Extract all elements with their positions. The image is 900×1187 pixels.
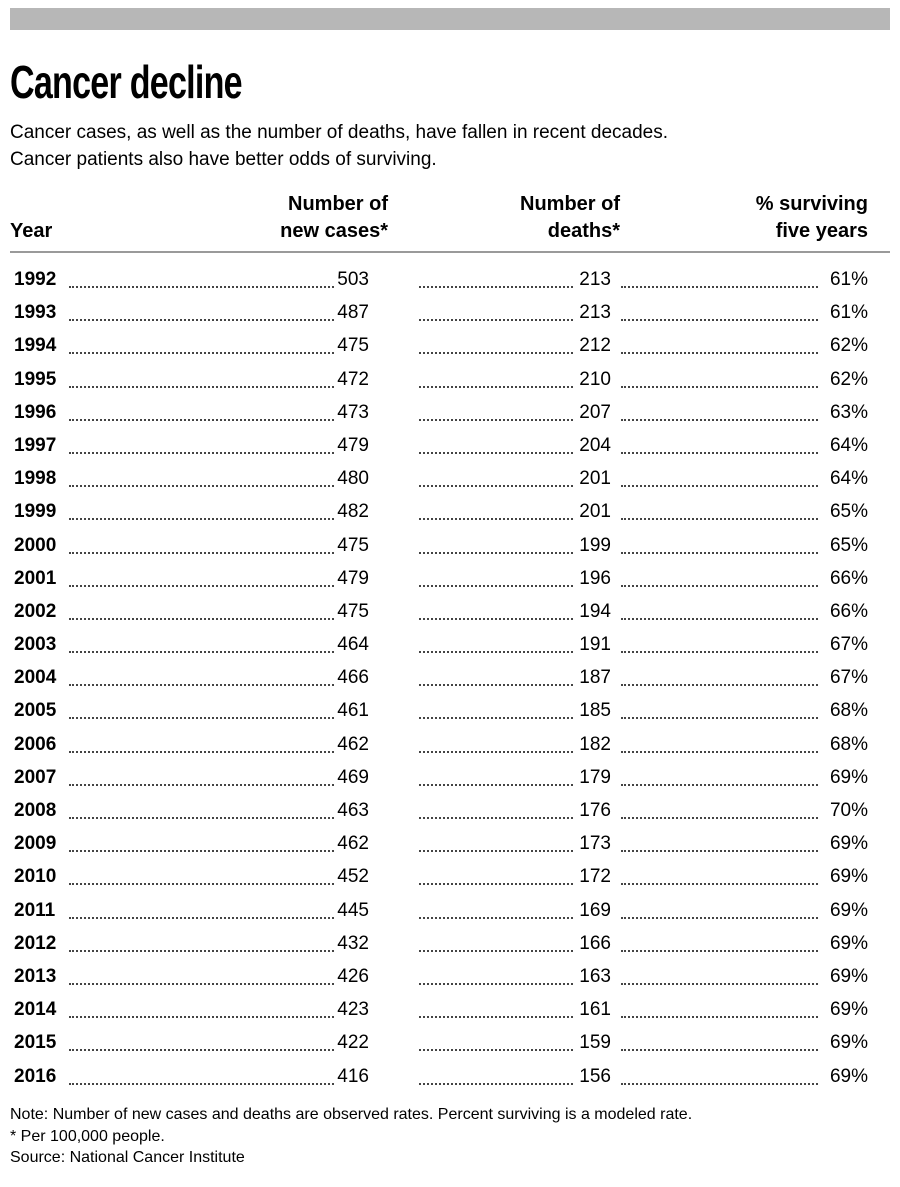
dot-leader (419, 684, 573, 686)
dot-leader (69, 850, 370, 852)
dot-leader (621, 585, 818, 587)
cell-new-cases: 479 (334, 429, 372, 462)
cell-year: 2004 (14, 661, 58, 694)
dot-leader (621, 319, 818, 321)
cell-surviving: 65% (827, 529, 868, 562)
dot-leader (69, 286, 370, 288)
cell-deaths: 185 (576, 694, 614, 727)
cell-deaths: 212 (576, 329, 614, 362)
table-row (14, 396, 870, 429)
dot-leader (69, 717, 370, 719)
dot-leader (69, 917, 370, 919)
cell-deaths: 176 (576, 794, 614, 827)
source-note: Source: National Cancer Institute (10, 1149, 245, 1166)
dot-leader (621, 850, 818, 852)
dot-leader (69, 552, 370, 554)
table-row (14, 363, 870, 396)
dot-leader (69, 1016, 370, 1018)
cell-deaths: 156 (576, 1060, 614, 1093)
dot-leader (419, 1083, 573, 1085)
dot-leader (419, 983, 573, 985)
dot-leader (621, 684, 818, 686)
cell-surviving: 69% (827, 761, 868, 794)
header-deaths (520, 191, 620, 245)
dot-leader (69, 386, 370, 388)
cell-deaths: 159 (576, 1026, 614, 1059)
dot-leader (419, 452, 573, 454)
cell-new-cases: 432 (334, 927, 372, 960)
dot-leader (419, 419, 573, 421)
cell-year: 1994 (14, 329, 58, 362)
cell-year: 2013 (14, 960, 58, 993)
table-row (14, 993, 870, 1026)
dot-leader (69, 585, 370, 587)
cell-new-cases: 473 (334, 396, 372, 429)
cell-new-cases: 426 (334, 960, 372, 993)
table-row (14, 429, 870, 462)
note-text: Note: Number of new cases and deaths are observed rates. Percent surviving is a modeled rate. (10, 1106, 693, 1123)
table-row (14, 927, 870, 960)
cell-new-cases: 452 (334, 860, 372, 893)
dot-leader (621, 917, 818, 919)
dot-leader (621, 983, 818, 985)
subtitle-line-1: Cancer cases, as well as the number of deaths, have fallen in recent decades. (10, 122, 668, 143)
cell-surviving: 69% (827, 894, 868, 927)
dot-leader (621, 950, 818, 952)
table-row (14, 794, 870, 827)
cell-deaths: 194 (576, 595, 614, 628)
table-row (14, 761, 870, 794)
dot-leader (419, 552, 573, 554)
cell-deaths: 161 (576, 993, 614, 1026)
dot-leader (69, 452, 370, 454)
cell-deaths: 172 (576, 860, 614, 893)
cell-year: 1995 (14, 363, 58, 396)
cell-year: 2011 (14, 894, 57, 927)
cell-surviving: 69% (827, 827, 868, 860)
cell-year: 1997 (14, 429, 58, 462)
top-accent-bar (10, 8, 890, 30)
table-row (14, 296, 870, 329)
subtitle-line-2: Cancer patients also have better odds of surviving. (10, 149, 437, 170)
cell-year: 1998 (14, 462, 58, 495)
cell-year: 1992 (14, 263, 58, 296)
table-row (14, 728, 870, 761)
header-surviving-line-1: % surviving (755, 193, 868, 215)
header-deaths-line-2: deaths* (547, 220, 620, 242)
dot-leader (69, 618, 370, 620)
cell-year: 2001 (14, 562, 58, 595)
dot-leader (419, 585, 573, 587)
dot-leader (621, 1049, 818, 1051)
cell-deaths: 210 (576, 363, 614, 396)
table-row (14, 462, 870, 495)
dot-leader (69, 883, 370, 885)
header-surviving (756, 191, 868, 245)
dot-leader (69, 518, 370, 520)
header-new-cases-line-1: Number of (288, 193, 388, 215)
cell-year: 2015 (14, 1026, 58, 1059)
cell-new-cases: 464 (334, 628, 372, 661)
cell-year: 2003 (14, 628, 58, 661)
dot-leader (621, 751, 818, 753)
dot-leader (419, 950, 573, 952)
dot-leader (621, 817, 818, 819)
dot-leader (69, 983, 370, 985)
dot-leader (419, 352, 573, 354)
dot-leader (419, 784, 573, 786)
cell-surviving: 64% (827, 429, 868, 462)
cell-deaths: 166 (576, 927, 614, 960)
cell-deaths: 204 (576, 429, 614, 462)
cell-new-cases: 416 (334, 1060, 372, 1093)
cell-new-cases: 475 (334, 529, 372, 562)
cell-surviving: 69% (827, 960, 868, 993)
cell-new-cases: 466 (334, 661, 372, 694)
cell-deaths: 201 (576, 495, 614, 528)
cell-deaths: 196 (576, 562, 614, 595)
dot-leader (69, 1049, 370, 1051)
header-deaths-line-1: Number of (520, 193, 620, 215)
table-row (14, 894, 870, 927)
cell-new-cases: 487 (334, 296, 372, 329)
table-row (14, 495, 870, 528)
table-row (14, 529, 870, 562)
cell-new-cases: 462 (334, 827, 372, 860)
cell-new-cases: 469 (334, 761, 372, 794)
cell-new-cases: 480 (334, 462, 372, 495)
dot-leader (621, 419, 818, 421)
cell-new-cases: 462 (334, 728, 372, 761)
dot-leader (621, 386, 818, 388)
dot-leader (621, 618, 818, 620)
dot-leader (419, 286, 573, 288)
dot-leader (621, 1083, 818, 1085)
dot-leader (419, 518, 573, 520)
cell-surviving: 63% (827, 396, 868, 429)
footnotes (10, 1104, 890, 1169)
cell-year: 2010 (14, 860, 58, 893)
cell-new-cases: 482 (334, 495, 372, 528)
cell-year: 1993 (14, 296, 58, 329)
dot-leader (621, 1016, 818, 1018)
dot-leader (419, 651, 573, 653)
dot-leader (419, 717, 573, 719)
cell-surviving: 69% (827, 927, 868, 960)
cell-year: 2008 (14, 794, 58, 827)
dot-leader (621, 286, 818, 288)
cell-surviving: 68% (827, 728, 868, 761)
dot-leader (69, 651, 370, 653)
cell-deaths: 187 (576, 661, 614, 694)
cell-deaths: 207 (576, 396, 614, 429)
table-row (14, 329, 870, 362)
cell-year: 2002 (14, 595, 58, 628)
cell-new-cases: 475 (334, 329, 372, 362)
dot-leader (69, 352, 370, 354)
cell-new-cases: 472 (334, 363, 372, 396)
cell-new-cases: 479 (334, 562, 372, 595)
cell-deaths: 191 (576, 628, 614, 661)
cell-deaths: 173 (576, 827, 614, 860)
cell-surviving: 67% (827, 628, 868, 661)
table-row (14, 827, 870, 860)
cell-year: 2012 (14, 927, 58, 960)
dot-leader (621, 784, 818, 786)
chart-subtitle (10, 119, 890, 173)
table-row (14, 1026, 870, 1059)
dot-leader (419, 751, 573, 753)
dot-leader (69, 319, 370, 321)
dot-leader (69, 684, 370, 686)
cell-surviving: 61% (827, 296, 868, 329)
dot-leader (419, 1049, 573, 1051)
cell-surviving: 69% (827, 993, 868, 1026)
cell-surviving: 67% (827, 661, 868, 694)
cell-surviving: 70% (827, 794, 868, 827)
header-year: Year (10, 220, 53, 242)
cell-deaths: 201 (576, 462, 614, 495)
chart-title: Cancer decline (10, 56, 242, 108)
dot-leader (621, 651, 818, 653)
cell-new-cases: 503 (334, 263, 372, 296)
dot-leader (419, 917, 573, 919)
dot-leader (419, 319, 573, 321)
cell-year: 1999 (14, 495, 58, 528)
dot-leader (621, 552, 818, 554)
per-100000-note: * Per 100,000 people. (10, 1127, 165, 1145)
header-new-cases-line-2: new cases* (280, 220, 388, 242)
dot-leader (69, 485, 370, 487)
dot-leader (419, 1016, 573, 1018)
cell-year: 2006 (14, 728, 58, 761)
dot-leader (419, 485, 573, 487)
table-row (14, 860, 870, 893)
cell-deaths: 213 (576, 263, 614, 296)
cell-deaths: 199 (576, 529, 614, 562)
cell-surviving: 66% (827, 562, 868, 595)
dot-leader (69, 419, 370, 421)
cell-deaths: 182 (576, 728, 614, 761)
table-row (14, 694, 870, 727)
dot-leader (419, 817, 573, 819)
dot-leader (419, 386, 573, 388)
cell-year: 2000 (14, 529, 58, 562)
dot-leader (621, 883, 818, 885)
cell-new-cases: 422 (334, 1026, 372, 1059)
cell-deaths: 213 (576, 296, 614, 329)
cell-surviving: 61% (827, 263, 868, 296)
dot-leader (69, 751, 370, 753)
cell-surviving: 66% (827, 595, 868, 628)
dot-leader (69, 950, 370, 952)
header-new-cases (280, 191, 388, 245)
table-row (14, 562, 870, 595)
dot-leader (69, 817, 370, 819)
table-header (10, 191, 890, 253)
cell-year: 2016 (14, 1060, 58, 1093)
table-row (14, 1060, 870, 1093)
cell-year: 1996 (14, 396, 58, 429)
header-surviving-line-2: five years (775, 220, 868, 242)
cell-year: 2009 (14, 827, 58, 860)
cell-new-cases: 475 (334, 595, 372, 628)
dot-leader (419, 883, 573, 885)
cell-surviving: 69% (827, 1026, 868, 1059)
cell-new-cases: 423 (334, 993, 372, 1026)
cell-deaths: 163 (576, 960, 614, 993)
cell-new-cases: 463 (334, 794, 372, 827)
dot-leader (621, 485, 818, 487)
dot-leader (621, 717, 818, 719)
cell-deaths: 169 (576, 894, 614, 927)
cell-deaths: 179 (576, 761, 614, 794)
cell-surviving: 64% (827, 462, 868, 495)
cell-surviving: 62% (827, 329, 868, 362)
cell-surviving: 69% (827, 1060, 868, 1093)
table-row (14, 263, 870, 296)
dot-leader (69, 1083, 370, 1085)
dot-leader (621, 352, 818, 354)
cell-surviving: 68% (827, 694, 868, 727)
cell-new-cases: 445 (334, 894, 372, 927)
cell-year: 2014 (14, 993, 58, 1026)
dot-leader (69, 784, 370, 786)
table-row (14, 661, 870, 694)
dot-leader (621, 452, 818, 454)
table-body (14, 263, 870, 1093)
cell-surviving: 69% (827, 860, 868, 893)
dot-leader (419, 618, 573, 620)
table-row (14, 960, 870, 993)
table-row (14, 595, 870, 628)
table-row (14, 628, 870, 661)
cell-surviving: 62% (827, 363, 868, 396)
cell-new-cases: 461 (334, 694, 372, 727)
cell-year: 2005 (14, 694, 58, 727)
dot-leader (621, 518, 818, 520)
dot-leader (419, 850, 573, 852)
cell-year: 2007 (14, 761, 58, 794)
cell-surviving: 65% (827, 495, 868, 528)
